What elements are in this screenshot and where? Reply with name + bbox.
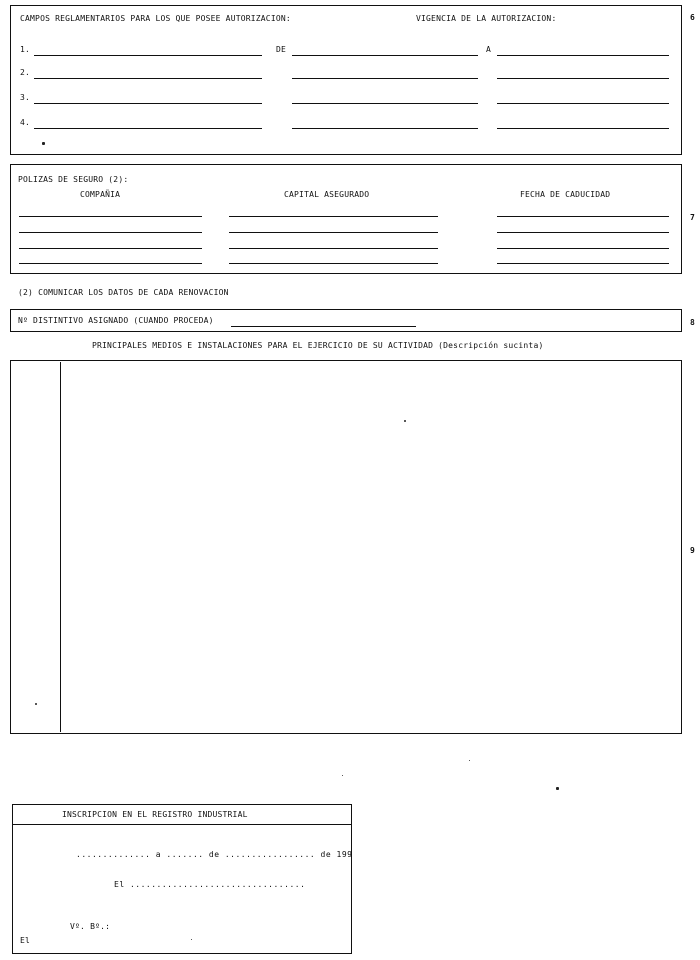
expiry-line-1[interactable] [497, 216, 669, 217]
field-line-3[interactable] [34, 103, 262, 104]
section-number-9: 9 [690, 546, 695, 555]
from-date-line-3[interactable] [292, 103, 478, 104]
section-8-label: Nº DISTINTIVO ASIGNADO (CUANDO PROCEDA) [18, 316, 214, 325]
scan-speck [42, 142, 45, 145]
registry-title-divider [13, 824, 351, 825]
capital-line-2[interactable] [229, 232, 438, 233]
registry-title: INSCRIPCION EN EL REGISTRO INDUSTRIAL [62, 810, 248, 819]
section-6-validity-title: VIGENCIA DE LA AUTORIZACION: [416, 14, 557, 23]
scan-speck [404, 420, 406, 422]
capital-line-3[interactable] [229, 248, 438, 249]
section-number-7: 7 [690, 213, 695, 222]
row-label-4: 4. [20, 118, 31, 127]
col-capital-header: CAPITAL ASEGURADO [284, 190, 370, 199]
to-date-line-2[interactable] [497, 78, 669, 79]
section-9-description-box[interactable] [10, 360, 682, 734]
from-date-line-1[interactable] [292, 55, 478, 56]
to-label: A [486, 45, 492, 54]
row-label-1: 1. [20, 45, 31, 54]
capital-line-1[interactable] [229, 216, 438, 217]
section-number-8: 8 [690, 318, 695, 327]
registry-el-label: El [20, 936, 31, 945]
company-line-3[interactable] [19, 248, 202, 249]
scan-speck [342, 775, 343, 776]
field-line-1[interactable] [34, 55, 262, 56]
to-date-line-1[interactable] [497, 55, 669, 56]
scan-speck [191, 939, 192, 940]
badge-number-line[interactable] [231, 326, 416, 327]
registry-vb-label: Vº. Bº.: [70, 922, 111, 931]
to-date-line-3[interactable] [497, 103, 669, 104]
row-label-3: 3. [20, 93, 31, 102]
section-9-title: PRINCIPALES MEDIOS E INSTALACIONES PARA EL EJERCICIO DE SU ACTIVIDAD (Descripción sucinta) [92, 341, 544, 350]
company-line-2[interactable] [19, 232, 202, 233]
expiry-line-2[interactable] [497, 232, 669, 233]
from-label: DE [276, 45, 287, 54]
field-line-4[interactable] [34, 128, 262, 129]
registry-inscription-box [12, 804, 352, 954]
to-date-line-4[interactable] [497, 128, 669, 129]
scan-speck [469, 760, 470, 761]
col-company-header: COMPAÑIA [80, 190, 121, 199]
expiry-line-4[interactable] [497, 263, 669, 264]
section-number-6: 6 [690, 13, 695, 22]
field-line-2[interactable] [34, 78, 262, 79]
registry-date-line[interactable]: .............. a ....... de ................. de 199 [76, 850, 353, 859]
expiry-line-3[interactable] [497, 248, 669, 249]
from-date-line-2[interactable] [292, 78, 478, 79]
capital-line-4[interactable] [229, 263, 438, 264]
section-9-margin-rule [60, 362, 61, 732]
footnote-renewal: (2) COMUNICAR LOS DATOS DE CADA RENOVACION [18, 288, 229, 297]
registry-el-line[interactable]: El ................................. [114, 880, 306, 889]
col-expiry-header: FECHA DE CADUCIDAD [520, 190, 611, 199]
company-line-1[interactable] [19, 216, 202, 217]
scan-speck [556, 787, 559, 790]
row-label-2: 2. [20, 68, 31, 77]
company-line-4[interactable] [19, 263, 202, 264]
section-7-title: POLIZAS DE SEGURO (2): [18, 175, 129, 184]
section-6-authorized-fields-box [10, 5, 682, 155]
from-date-line-4[interactable] [292, 128, 478, 129]
section-6-title: CAMPOS REGLAMENTARIOS PARA LOS QUE POSEE AUTORIZACION: [20, 14, 291, 23]
scan-speck [35, 703, 37, 705]
